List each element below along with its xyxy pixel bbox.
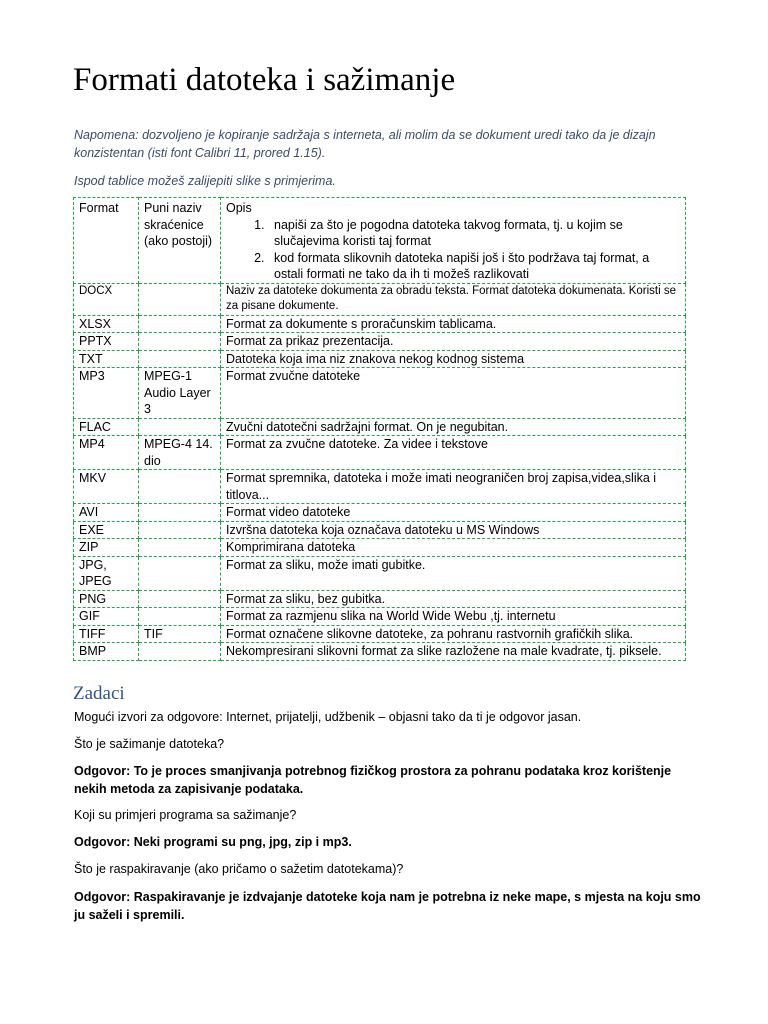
cell-format: TXT [74, 350, 139, 368]
cell-description: Naziv za datoteke dokumenta za obradu teksta. Format datoteka dokumenata. Koristi se za pisane dokumente. [221, 283, 686, 315]
note-images-paragraph: Ispod tablice možeš zalijepiti slike s primjerima. [74, 174, 336, 188]
cell-description: Nekompresirani slikovni format za slike razložene na male kvadrate, tj. piksele. [221, 643, 686, 661]
question-2: Koji su primjeri programa sa sažimanje? [74, 808, 297, 822]
header-description-label: Opis [226, 201, 252, 215]
cell-full-name [139, 283, 221, 315]
cell-full-name: MPEG-4 14. dio [139, 436, 221, 470]
cell-format: DOCX [74, 283, 139, 315]
header-full-name: Puni naziv skraćenice (ako postoji) [139, 198, 221, 284]
cell-description: Format zvučne datoteke [221, 368, 686, 419]
question-1: Što je sažimanje datoteka? [74, 737, 225, 751]
cell-full-name [139, 608, 221, 626]
cell-description: Zvučni datotečni sadržajni format. On je negubitan. [221, 418, 686, 436]
question-3: Što je raspakiravanje (ako pričamo o sažetim datotekama)? [74, 862, 404, 876]
formats-table [73, 197, 686, 661]
cell-description: Izvršna datoteka koja označava datoteku u MS Windows [221, 521, 686, 539]
cell-full-name [139, 643, 221, 661]
cell-description: Format za sliku, može imati gubitke. [221, 556, 686, 590]
table-row [74, 625, 686, 643]
answer-3 [74, 888, 706, 924]
cell-full-name: MPEG-1 Audio Layer 3 [139, 368, 221, 419]
cell-format: FLAC [74, 418, 139, 436]
cell-description: Format za razmjenu slika na World Wide Webu ,tj. internetu [221, 608, 686, 626]
cell-full-name [139, 350, 221, 368]
cell-full-name [139, 315, 221, 333]
cell-description: Format za zvučne datoteke. Za videe i tekstove [221, 436, 686, 470]
cell-format: MP3 [74, 368, 139, 419]
table-row [74, 315, 686, 333]
table-row [74, 556, 686, 590]
instruction-item: 1. napiši za što je pogodna datoteka takvog formata, tj. u kojim se slučajevima koristi taj format [268, 217, 681, 250]
answer-1 [74, 762, 706, 798]
table-row [74, 470, 686, 504]
cell-format: EXE [74, 521, 139, 539]
cell-description: Format za dokumente s proračunskim tablicama. [221, 315, 686, 333]
table-row [74, 521, 686, 539]
answer-label: Odgovor: [74, 764, 131, 778]
instruction-item: 2. kod formata slikovnih datoteka napiši još i što podržava taj format, a ostali formati ne tako da ih ti možeš razlikovati [268, 250, 681, 283]
note-paragraph: Napomena: dozvoljeno je kopiranje sadržaja s interneta, ali molim da se dokument uredi tako da je dizajn konzistentan (isti font Calibri 11, prored 1.15). [74, 128, 656, 160]
cell-full-name [139, 504, 221, 522]
cell-format: ZIP [74, 539, 139, 557]
document-title: Formati datoteka i sažimanje [73, 62, 456, 98]
cell-format: BMP [74, 643, 139, 661]
cell-full-name [139, 556, 221, 590]
cell-format: AVI [74, 504, 139, 522]
cell-format: PNG [74, 590, 139, 608]
cell-full-name [139, 418, 221, 436]
cell-format: GIF [74, 608, 139, 626]
header-description [221, 198, 686, 284]
cell-description: Format za prikaz prezentacija. [221, 333, 686, 351]
answer-text: Neki programi su png, jpg, zip i mp3. [130, 835, 352, 849]
cell-description: Format spremnika, datoteka i može imati neograničen broj zapisa,videa,slika i titlova... [221, 470, 686, 504]
cell-description: Komprimirana datoteka [221, 539, 686, 557]
answer-text: To je proces smanjivanja potrebnog fizičkog prostora za pohranu podataka kroz korištenje nekih metoda za zapisivanje podataka. [74, 764, 672, 796]
tasks-heading: Zadaci [73, 683, 125, 704]
description-instructions-list [226, 217, 681, 283]
cell-format: JPG, JPEG [74, 556, 139, 590]
table-row [74, 436, 686, 470]
table-row [74, 368, 686, 419]
table-row [74, 504, 686, 522]
table-row [74, 418, 686, 436]
answer-label: Odgovor: [74, 835, 131, 849]
table-row [74, 539, 686, 557]
tasks-intro: Mogući izvori za odgovore: Internet, prijatelji, udžbenik – objasni tako da ti je odgovor jasan. [74, 710, 582, 724]
cell-format: TIFF [74, 625, 139, 643]
answer-label: Odgovor: [74, 890, 131, 904]
table-header-row [74, 198, 686, 284]
cell-full-name [139, 470, 221, 504]
cell-description: Format video datoteke [221, 504, 686, 522]
table-row [74, 283, 686, 315]
cell-full-name [139, 590, 221, 608]
table-row [74, 333, 686, 351]
answer-2 [74, 833, 706, 851]
cell-format: MP4 [74, 436, 139, 470]
table-row [74, 608, 686, 626]
cell-description: Datoteka koja ima niz znakova nekog kodnog sistema [221, 350, 686, 368]
answer-text: Raspakiravanje je izdvajanje datoteke koja nam je potrebna iz neke mape, s mjesta na koju smo ju sažeIi i spremili. [74, 890, 701, 922]
cell-description: Format označene slikovne datoteke, za pohranu rastvornih grafičkih slika. [221, 625, 686, 643]
cell-full-name [139, 521, 221, 539]
header-format: Format [74, 198, 139, 284]
cell-full-name: TIF [139, 625, 221, 643]
cell-format: XLSX [74, 315, 139, 333]
cell-description: Format za sliku, bez gubitka. [221, 590, 686, 608]
cell-format: PPTX [74, 333, 139, 351]
cell-full-name [139, 539, 221, 557]
cell-full-name [139, 333, 221, 351]
table-row [74, 590, 686, 608]
cell-format: MKV [74, 470, 139, 504]
table-row [74, 350, 686, 368]
table-row [74, 643, 686, 661]
table-body [74, 283, 686, 660]
